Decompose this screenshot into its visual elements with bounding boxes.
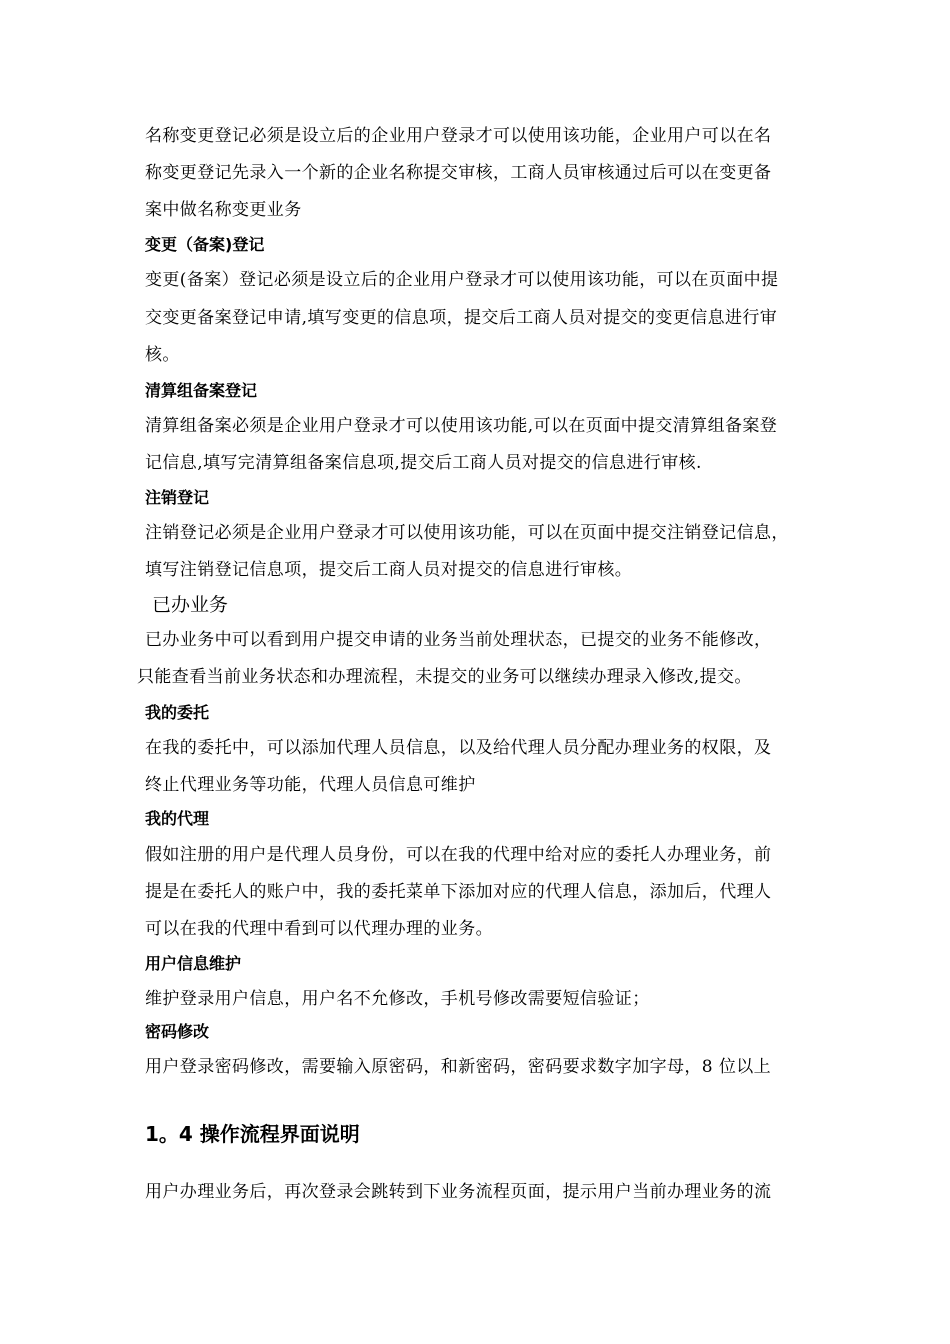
paragraph-line: 在我的委托中，可以添加代理人员信息，以及给代理人员分配办理业务的权限，及 (145, 738, 772, 758)
heading-change-registration: 变更（备案)登记 (145, 235, 265, 254)
paragraph-line: 核。 (145, 345, 180, 365)
heading-user-info: 用户信息维护 (145, 954, 242, 973)
paragraph-line: 维护登录用户信息，用户名不允修改，手机号修改需要短信验证； (145, 989, 650, 1009)
heading-password-change: 密码修改 (145, 1022, 210, 1041)
heading-my-entrust: 我的委托 (145, 703, 210, 722)
paragraph-line: 记信息,填写完清算组备案信息项,提交后工商人员对提交的信息进行审核. (145, 453, 702, 473)
heading-liquidation-registration: 清算组备案登记 (145, 381, 258, 400)
heading-my-agent: 我的代理 (145, 809, 210, 828)
section-heading: 1。4 操作流程界面说明 (145, 1122, 360, 1146)
paragraph-line: 交变更备案登记申请,填写变更的信息项，提交后工商人员对提交的变更信息进行审 (145, 308, 778, 328)
paragraph-line: 称变更登记先录入一个新的企业名称提交审核，工商人员审核通过后可以在变更备 (145, 163, 772, 183)
paragraph-line: 清算组备案必须是企业用户登录才可以使用该功能,可以在页面中提交清算组备案登 (145, 416, 778, 436)
paragraph-line: 用户登录密码修改，需要输入原密码，和新密码，密码要求数字加字母，8 位以上 (145, 1057, 772, 1077)
paragraph-line: 填写注销登记信息项，提交后工商人员对提交的信息进行审核。 (145, 560, 633, 580)
paragraph-line: 只能查看当前业务状态和办理流程，未提交的业务可以继续办理录入修改,提交。 (137, 667, 752, 687)
heading-cancellation: 注销登记 (145, 488, 210, 507)
paragraph-line: 用户办理业务后，再次登录会跳转到下业务流程页面，提示用户当前办理业务的流 (145, 1182, 772, 1202)
paragraph-line: 已办业务中可以看到用户提交申请的业务当前处理状态，已提交的业务不能修改， (145, 630, 772, 650)
paragraph-line: 注销登记必须是企业用户登录才可以使用该功能，可以在页面中提交注销登记信息， (145, 523, 789, 543)
paragraph-line: 可以在我的代理中看到可以代理办理的业务。 (145, 919, 493, 939)
paragraph-line: 变更(备案）登记必须是设立后的企业用户登录才可以使用该功能，可以在页面中提 (145, 270, 779, 290)
paragraph-line: 终止代理业务等功能，代理人员信息可维护 (145, 775, 476, 795)
paragraph-line: 名称变更登记必须是设立后的企业用户登录才可以使用该功能，企业用户可以在名 (145, 126, 772, 146)
paragraph-line: 案中做名称变更业务 (145, 200, 302, 220)
paragraph-line: 提是在委托人的账户中，我的委托菜单下添加对应的代理人信息，添加后，代理人 (145, 882, 772, 902)
paragraph-line: 假如注册的用户是代理人员身份，可以在我的代理中给对应的委托人办理业务，前 (145, 845, 772, 865)
heading-completed-business: 已办业务 (152, 594, 229, 616)
